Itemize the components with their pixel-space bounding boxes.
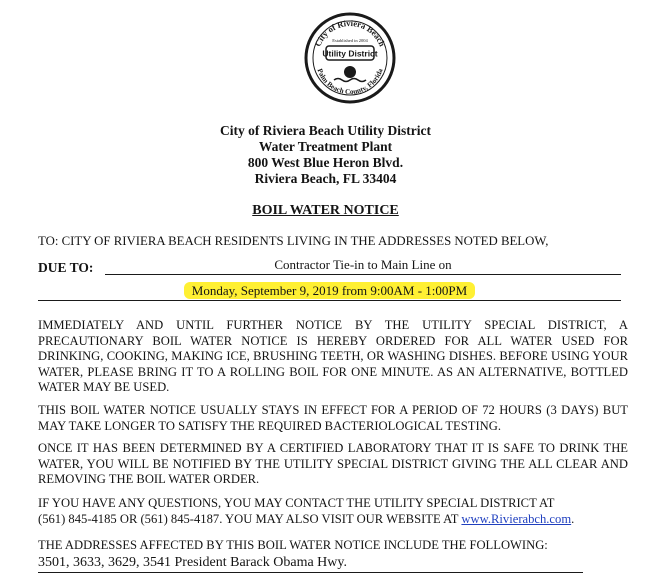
header-line-1: City of Riviera Beach Utility District	[219, 123, 432, 138]
website-link[interactable]: www.Rivierabch.com	[461, 511, 572, 526]
due-to-date: Monday, September 9, 2019 from 9:00AM - 1:00PM	[184, 282, 475, 299]
due-to-label: DUE TO:	[38, 260, 94, 275]
paragraph-duration: THIS BOIL WATER NOTICE USUALLY STAYS IN EFFECT FOR A PERIOD OF 72 HOURS (3 DAYS) BUT MAY TAKE LONGER TO SATISFY THE REQUIRED BACTERIOLOGICAL TESTING.	[38, 403, 628, 433]
utility-district-logo	[304, 12, 396, 104]
to-line: TO: CITY OF RIVIERA BEACH RESIDENTS LIVING IN THE ADDRESSES NOTED BELOW,	[38, 234, 549, 248]
header-line-2: Water Treatment Plant	[258, 139, 393, 154]
paragraph-precaution: IMMEDIATELY AND UNTIL FURTHER NOTICE BY THE UTILITY SPECIAL DISTRICT, A PRECAUTIONARY BOIL WATER NOTICE IS HEREBY ORDERED FOR ALL WATER USED FOR DRINKING, COOKING, MAKING ICE, BRUSHING TEETH, OR WASHING DISHES. BEFORE USING YOUR WATER, PLEASE BRING IT TO A ROLLING BOIL FOR ONE MINUTE. AS AN ALTERNATIVE, BOTTLED WATER MAY BE USED.	[38, 318, 628, 395]
header-line-3: 800 West Blue Heron Blvd.	[247, 155, 404, 170]
date-underline	[38, 300, 621, 301]
paragraph-contact	[38, 496, 628, 527]
due-to-date-wrapper	[38, 283, 621, 299]
header-line-4: Riviera Beach, FL 33404	[254, 171, 397, 186]
due-to-underline	[105, 274, 621, 275]
logo-center-text: Utility District	[322, 48, 378, 59]
paragraph-all-clear: ONCE IT HAS BEEN DETERMINED BY A CERTIFIED LABORATORY THAT IT IS SAFE TO DRINK THE WATER, YOU WILL BE NOTIFIED BY THE UTILITY SPECIAL DISTRICT GIVING THE ALL CLEAR AND REMOVING THE BOIL WATER ORDER.	[38, 441, 628, 487]
addresses-list: 3501, 3633, 3629, 3541 President Barack Obama Hwy.	[38, 555, 347, 570]
logo-ring-bottom-text: Palm Beach County, Florida	[315, 67, 385, 97]
contact-period: .	[571, 511, 575, 526]
logo-established-text: Established in 2004	[332, 38, 368, 43]
logo-ring-top-text: City of Riviera Beach	[312, 17, 388, 48]
contact-line-2: (561) 845-4185 OR (561) 845-4187. YOU MAY ALSO VISIT OUR WEBSITE AT	[38, 511, 459, 526]
sun-icon	[344, 66, 356, 78]
paragraph-addresses-intro: THE ADDRESSES AFFECTED BY THIS BOIL WATER NOTICE INCLUDE THE FOLLOWING:	[38, 538, 548, 552]
due-to-reason: Contractor Tie-in to Main Line on	[274, 257, 452, 272]
addresses-underline	[38, 572, 583, 573]
notice-title: BOIL WATER NOTICE	[252, 203, 399, 218]
contact-line-1: IF YOU HAVE ANY QUESTIONS, YOU MAY CONTACT THE UTILITY SPECIAL DISTRICT AT	[38, 496, 555, 510]
